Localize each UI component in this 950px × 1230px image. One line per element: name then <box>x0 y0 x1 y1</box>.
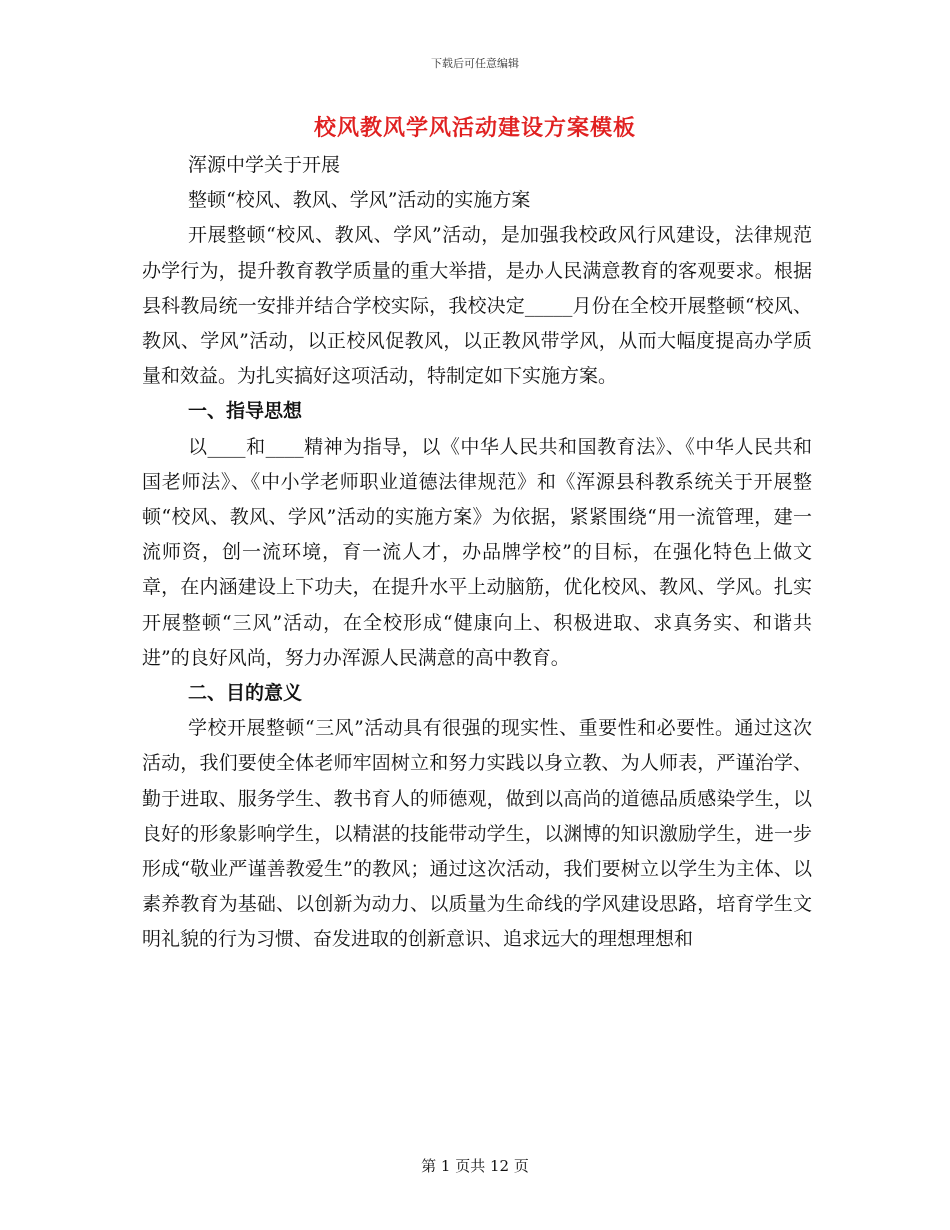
paragraph-overview: 开展整顿“校风、教风、学风”活动，是加强我校政风行风建设，法律规范办学行为，提升教育教学质量的重大举措，是办人民满意教育的客观要求。根据县科教局统一安排并结合学校实际，我校决定_____月份在全校开展整顿“校风、教风、学风”活动，以正校风促教风，以正教风带学风，从而大幅度提高办学质量和效益。为扎实搞好这项活动，特制定如下实施方案。 <box>142 224 812 388</box>
section-heading-guiding-ideology: 一、指导思想 <box>188 400 303 423</box>
document-title: 校风教风学风活动建设方案模板 <box>313 115 636 141</box>
document-body <box>142 148 812 958</box>
page-number: 第 1 页共 12 页 <box>421 1157 529 1175</box>
section-heading-purpose: 二、目的意义 <box>188 682 303 705</box>
paragraph-intro-2: 整顿“校风、教风、学风”活动的实施方案 <box>188 189 531 212</box>
header-note: 下载后可任意编辑 <box>431 57 519 70</box>
paragraph-purpose: 学校开展整顿“三风”活动具有很强的现实性、重要性和必要性。通过这次活动，我们要使全体老师牢固树立和努力实践以身立教、为人师表，严谨治学、勤于进取、服务学生、教书育人的师德观，做到以高尚的道德品质感染学生，以良好的形象影响学生，以精湛的技能带动学生，以渊博的知识激励学生，进一步形成“敬业严谨善教爱生”的教风；通过这次活动，我们要树立以学生为主体、以素养教育为基础、以创新为动力、以质量为生命线的学风建设思路，培育学生文明礼貌的行为习惯、奋发进取的创新意识、追求远大的理想理想和 <box>142 717 812 951</box>
paragraph-guiding-ideology: 以____和____精神为指导，以《中华人民共和国教育法》、《中华人民共和国老师法》、《中小学老师职业道德法律规范》和《浑源县科教系统关于开展整顿“校风、教风、学风”活动的实施方案》为依据，紧紧围绕“用一流管理，建一流师资，创一流环境，育一流人才，办品牌学校”的目标，在强化特色上做文章，在内涵建设上下功夫，在提升水平上动脑筋，优化校风、教风、学风。扎实开展整顿“三风”活动，在全校形成“健康向上、积极进取、求真务实、和谐共进”的良好风尚，努力办浑源人民满意的高中教育。 <box>142 435 812 669</box>
paragraph-intro-1: 浑源中学关于开展 <box>188 154 341 176</box>
